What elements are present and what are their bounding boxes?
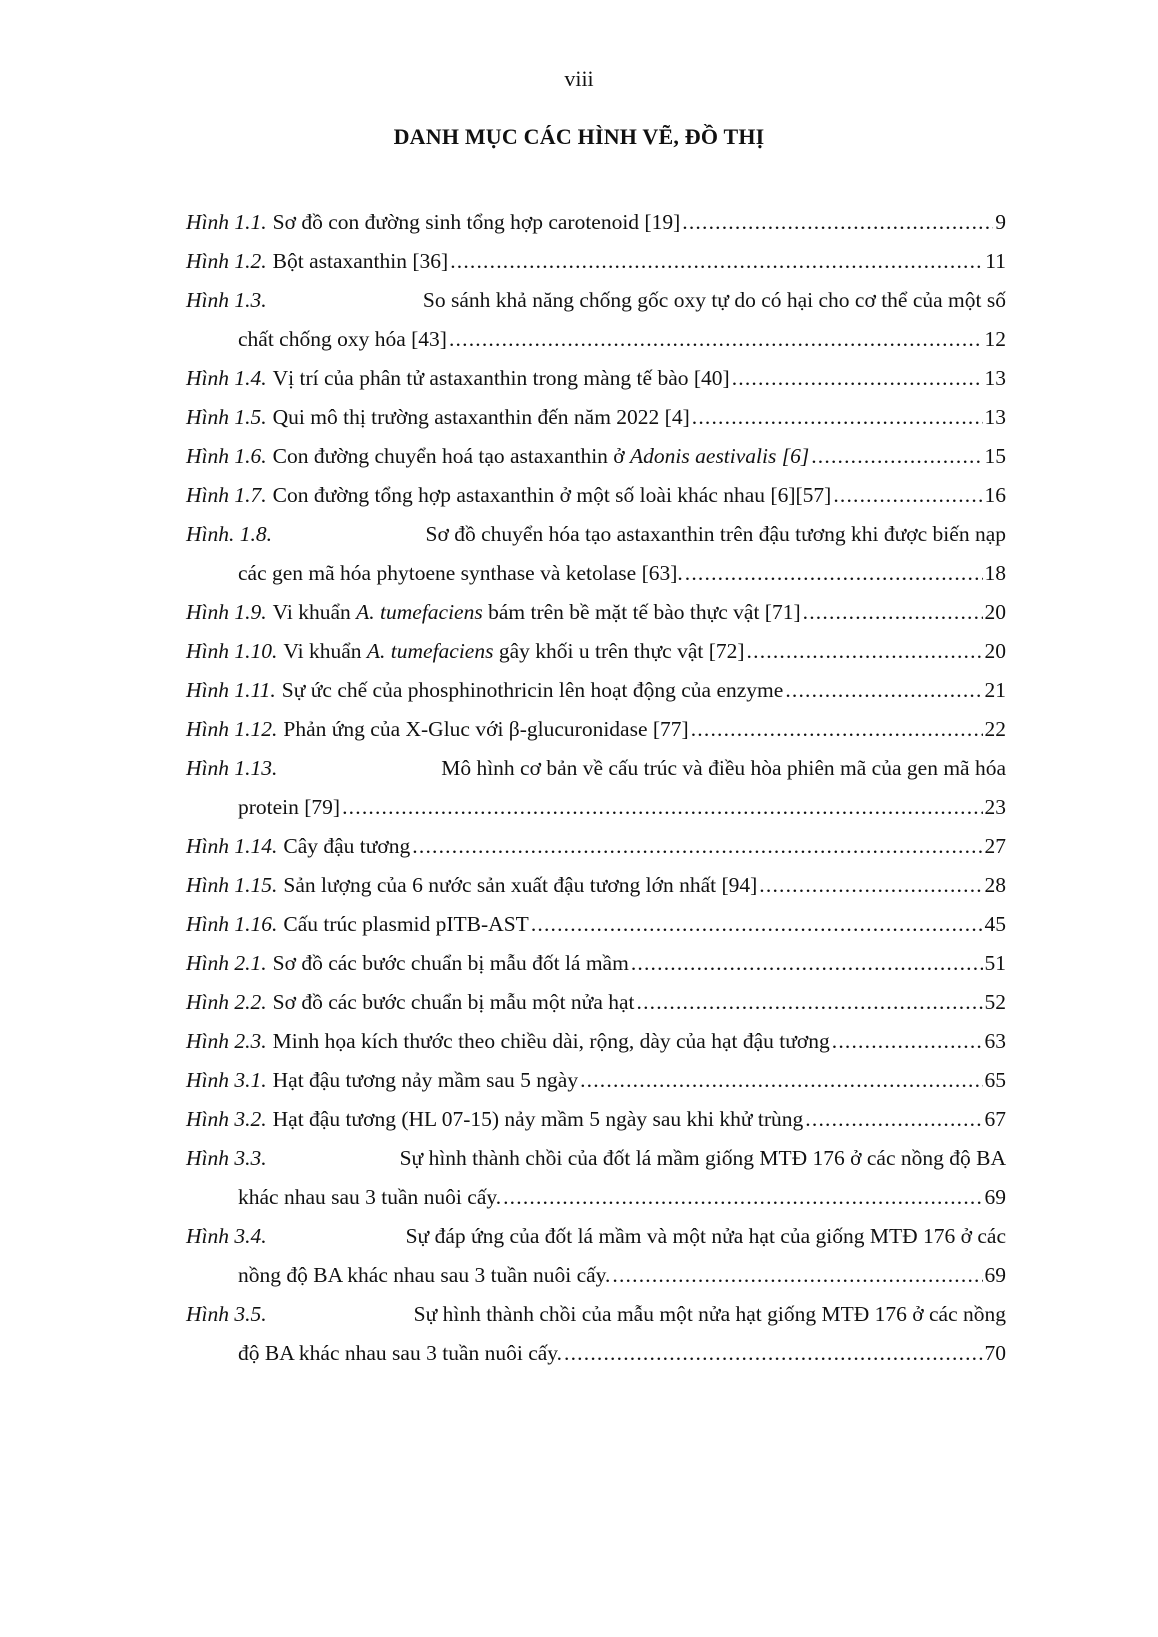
figure-label: Hình 1.15. <box>186 873 278 897</box>
caption-italic: A. tumefaciens <box>356 600 483 624</box>
dot-leader <box>691 710 983 749</box>
page-title: DANH MỤC CÁC HÌNH VẼ, ĐỒ THỊ <box>393 124 765 149</box>
toc-entry-line[interactable] <box>186 242 1006 281</box>
figure-label: Hình 1.16. <box>186 912 278 936</box>
figure-caption <box>273 476 832 515</box>
toc-entry-line[interactable] <box>186 632 1006 671</box>
caption-text: nồng độ BA khác nhau sau 3 tuần nuôi cấy. <box>238 1263 611 1287</box>
toc-entry-line[interactable] <box>186 554 1006 593</box>
figure-label: Hình 3.3. <box>186 1146 267 1170</box>
figure-caption <box>273 1061 578 1100</box>
figure-caption <box>414 1295 1006 1334</box>
toc-entry-line[interactable] <box>186 1256 1006 1295</box>
dot-leader <box>732 359 983 398</box>
dot-leader <box>612 1256 982 1295</box>
page-ref: 65 <box>984 1068 1006 1092</box>
caption-text: Vi khuẩn <box>272 600 357 624</box>
dot-leader <box>833 476 982 515</box>
caption-text: Mô hình cơ bản về cấu trúc và điều hòa phiên mã của gen mã hóa <box>441 756 1006 780</box>
figure-label: Hình 3.4. <box>186 1224 267 1248</box>
caption-text: Hạt đậu tương (HL 07-15) nảy mầm 5 ngày sau khi khử trùng <box>272 1107 804 1131</box>
caption-text: Con đường tổng hợp astaxanthin ở một số loài khác nhau [6][57] <box>272 483 832 507</box>
dot-leader <box>811 437 982 476</box>
caption-text: protein [79] <box>238 795 341 819</box>
figure-caption <box>273 203 681 242</box>
figure-caption <box>273 944 629 983</box>
dot-leader <box>531 905 983 944</box>
page-ref: 28 <box>984 873 1006 897</box>
caption-text: độ BA khác nhau sau 3 tuần nuôi cấy. <box>238 1341 563 1365</box>
toc-entry-line[interactable] <box>186 827 1006 866</box>
figure-caption <box>238 1178 501 1217</box>
figure-label: Hình 1.6. <box>186 444 267 468</box>
dot-leader <box>449 320 983 359</box>
dot-leader <box>450 242 983 281</box>
caption-text: Phản ứng của X-Gluc với β-glucuronidase [77] <box>283 717 689 741</box>
toc-entry-line[interactable] <box>186 1334 1006 1373</box>
caption-text: Sơ đồ các bước chuẩn bị mẫu một nửa hạt <box>272 990 635 1014</box>
dot-leader <box>637 983 983 1022</box>
figure-label: Hình 1.1. <box>186 210 267 234</box>
caption-text: Cấu trúc plasmid pITB-AST <box>283 912 529 936</box>
caption-text: Sự đáp ứng của đốt lá mầm và một nửa hạt của giống MTĐ 176 ở các <box>405 1224 1006 1248</box>
page-number: viii <box>564 66 594 91</box>
toc-entry-line[interactable] <box>186 983 1006 1022</box>
page-ref: 15 <box>984 444 1006 468</box>
caption-text: Hạt đậu tương nảy mầm sau 5 ngày <box>272 1068 579 1092</box>
dot-leader <box>412 827 982 866</box>
page-ref: 20 <box>984 639 1006 663</box>
figure-list <box>186 203 1006 1373</box>
figure-label: Hình 1.13. <box>186 756 278 780</box>
toc-entry-line[interactable] <box>186 281 1006 320</box>
figure-caption <box>273 398 690 437</box>
caption-text: Minh họa kích thước theo chiều dài, rộng, dày của hạt đậu tương <box>272 1029 830 1053</box>
figure-label: Hình 1.5. <box>186 405 267 429</box>
toc-entry-line[interactable] <box>186 320 1006 359</box>
caption-text: Sự ức chế của phosphinothricin lên hoạt động của enzyme <box>281 678 784 702</box>
figure-label: Hình 1.14. <box>186 834 278 858</box>
figure-caption <box>273 983 635 1022</box>
figure-label: Hình 1.3. <box>186 288 267 312</box>
dot-leader <box>564 1334 982 1373</box>
figure-label: Hình 1.10. <box>186 639 278 663</box>
caption-text: Vi khuẩn <box>283 639 367 663</box>
figure-label: Hình 2.3. <box>186 1029 267 1053</box>
dot-leader <box>580 1061 982 1100</box>
figure-label: Hình 2.2. <box>186 990 267 1014</box>
figure-label: Hình 3.2. <box>186 1107 267 1131</box>
page-ref: 27 <box>984 834 1006 858</box>
page-ref: 22 <box>984 717 1006 741</box>
caption-text: Sự hình thành chồi của đốt lá mầm giống MTĐ 176 ở các nồng độ BA <box>399 1146 1006 1170</box>
dot-leader <box>342 788 982 827</box>
page-ref: 12 <box>984 327 1006 351</box>
dot-leader <box>747 632 983 671</box>
page-ref: 18 <box>984 561 1006 585</box>
caption-text: Sản lượng của 6 nước sản xuất đậu tương lớn nhất [94] <box>283 873 758 897</box>
dot-leader <box>759 866 982 905</box>
toc-entry-line[interactable] <box>186 437 1006 476</box>
figure-label: Hình 1.11. <box>186 678 276 702</box>
figure-caption <box>283 632 744 671</box>
figure-caption <box>238 554 683 593</box>
figure-caption <box>283 905 528 944</box>
figure-caption <box>283 866 757 905</box>
dot-leader <box>803 593 983 632</box>
figure-label: Hình 1.4. <box>186 366 267 390</box>
page-ref: 45 <box>984 912 1006 936</box>
caption-text: khác nhau sau 3 tuần nuôi cấy. <box>238 1185 502 1209</box>
caption-text: chất chống oxy hóa [43] <box>238 327 447 351</box>
page-ref: 20 <box>984 600 1006 624</box>
dot-leader <box>785 671 982 710</box>
page-ref: 16 <box>984 483 1006 507</box>
toc-entry-line[interactable] <box>186 788 1006 827</box>
caption-text: các gen mã hóa phytoene synthase và ketolase [63]. <box>238 561 683 585</box>
page-ref: 67 <box>984 1107 1006 1131</box>
page-ref: 21 <box>984 678 1006 702</box>
toc-entry-line[interactable] <box>186 476 1006 515</box>
toc-entry-line[interactable] <box>186 1178 1006 1217</box>
page-ref: 63 <box>984 1029 1006 1053</box>
caption-text: bám trên bề mặt tế bào thực vật [71] <box>482 600 801 624</box>
caption-italic: A. tumefaciens <box>366 639 494 663</box>
toc-entry-line[interactable] <box>186 515 1006 554</box>
figure-caption <box>400 1139 1006 1178</box>
caption-text: Cây đậu tương <box>283 834 411 858</box>
figure-caption <box>426 515 1006 554</box>
dot-leader <box>682 203 993 242</box>
figure-label: Hình 2.1. <box>186 951 267 975</box>
caption-text: Bột astaxanthin [36] <box>272 249 449 273</box>
figure-caption <box>238 1256 610 1295</box>
figure-caption <box>273 242 449 281</box>
caption-text: Sơ đồ con đường sinh tổng hợp carotenoid [19] <box>272 210 681 234</box>
figure-caption <box>283 710 688 749</box>
figure-caption <box>283 827 410 866</box>
dot-leader <box>692 398 983 437</box>
dot-leader <box>832 1022 983 1061</box>
toc-entry-line[interactable] <box>186 866 1006 905</box>
toc-entry-line[interactable] <box>186 671 1006 710</box>
toc-entry-line[interactable] <box>186 1061 1006 1100</box>
figure-caption <box>238 1334 562 1373</box>
figure-label: Hình 3.1. <box>186 1068 267 1092</box>
toc-entry-line[interactable] <box>186 1022 1006 1061</box>
page-ref: 13 <box>984 366 1006 390</box>
caption-text: Sự hình thành chồi của mẫu một nửa hạt giống MTĐ 176 ở các nồng <box>413 1302 1006 1326</box>
dot-leader <box>503 1178 982 1217</box>
page-ref: 23 <box>984 795 1006 819</box>
figure-caption <box>273 437 810 476</box>
figure-label: Hình 1.2. <box>186 249 267 273</box>
caption-text: Vị trí của phân tử astaxanthin trong màng tế bào [40] <box>272 366 730 390</box>
figure-caption <box>273 593 801 632</box>
toc-entry-line[interactable] <box>186 710 1006 749</box>
caption-text: Sơ đồ các bước chuẩn bị mẫu đốt lá mầm <box>272 951 629 975</box>
caption-text: So sánh khả năng chống gốc oxy tự do có hại cho cơ thể của một số <box>422 288 1006 312</box>
figure-label: Hình 1.9. <box>186 600 267 624</box>
toc-entry-line[interactable] <box>186 359 1006 398</box>
dot-leader <box>805 1100 982 1139</box>
dot-leader <box>685 554 983 593</box>
toc-entry-line[interactable] <box>186 1100 1006 1139</box>
page-ref: 69 <box>984 1263 1006 1287</box>
figure-label: Hình 1.12. <box>186 717 278 741</box>
page-ref: 51 <box>984 951 1006 975</box>
figure-caption <box>406 1217 1006 1256</box>
caption-text: gây khối u trên thực vật [72] <box>493 639 745 663</box>
figure-caption <box>423 281 1006 320</box>
figure-caption <box>273 359 730 398</box>
caption-text: Con đường chuyển hoá tạo astaxanthin ở <box>272 444 631 468</box>
toc-entry-line[interactable] <box>186 1217 1006 1256</box>
toc-entry-line[interactable] <box>186 398 1006 437</box>
figure-label: Hình 1.7. <box>186 483 267 507</box>
dot-leader <box>631 944 983 983</box>
page-ref: 9 <box>995 210 1006 234</box>
page-ref: 70 <box>984 1341 1006 1365</box>
caption-text: Qui mô thị trường astaxanthin đến năm 2022 [4] <box>272 405 690 429</box>
figure-caption <box>273 1022 830 1061</box>
page-ref: 11 <box>985 249 1006 273</box>
page-ref: 69 <box>984 1185 1006 1209</box>
figure-caption <box>441 749 1006 788</box>
page-ref: 52 <box>984 990 1006 1014</box>
figure-label: Hình 3.5. <box>186 1302 267 1326</box>
page-ref: 13 <box>984 405 1006 429</box>
figure-caption <box>273 1100 804 1139</box>
toc-entry-line[interactable] <box>186 1139 1006 1178</box>
toc-entry-line[interactable] <box>186 905 1006 944</box>
toc-entry-line[interactable] <box>186 944 1006 983</box>
figure-caption <box>282 671 784 710</box>
figure-label: Hình. 1.8. <box>186 522 272 546</box>
toc-entry-line[interactable] <box>186 203 1006 242</box>
toc-entry-line[interactable] <box>186 1295 1006 1334</box>
toc-entry-line[interactable] <box>186 593 1006 632</box>
toc-entry-line[interactable] <box>186 749 1006 788</box>
figure-caption <box>238 788 340 827</box>
figure-caption <box>238 320 447 359</box>
caption-italic: Adonis aestivalis [6] <box>630 444 810 468</box>
caption-text: Sơ đồ chuyển hóa tạo astaxanthin trên đậu tương khi được biến nạp <box>425 522 1006 546</box>
